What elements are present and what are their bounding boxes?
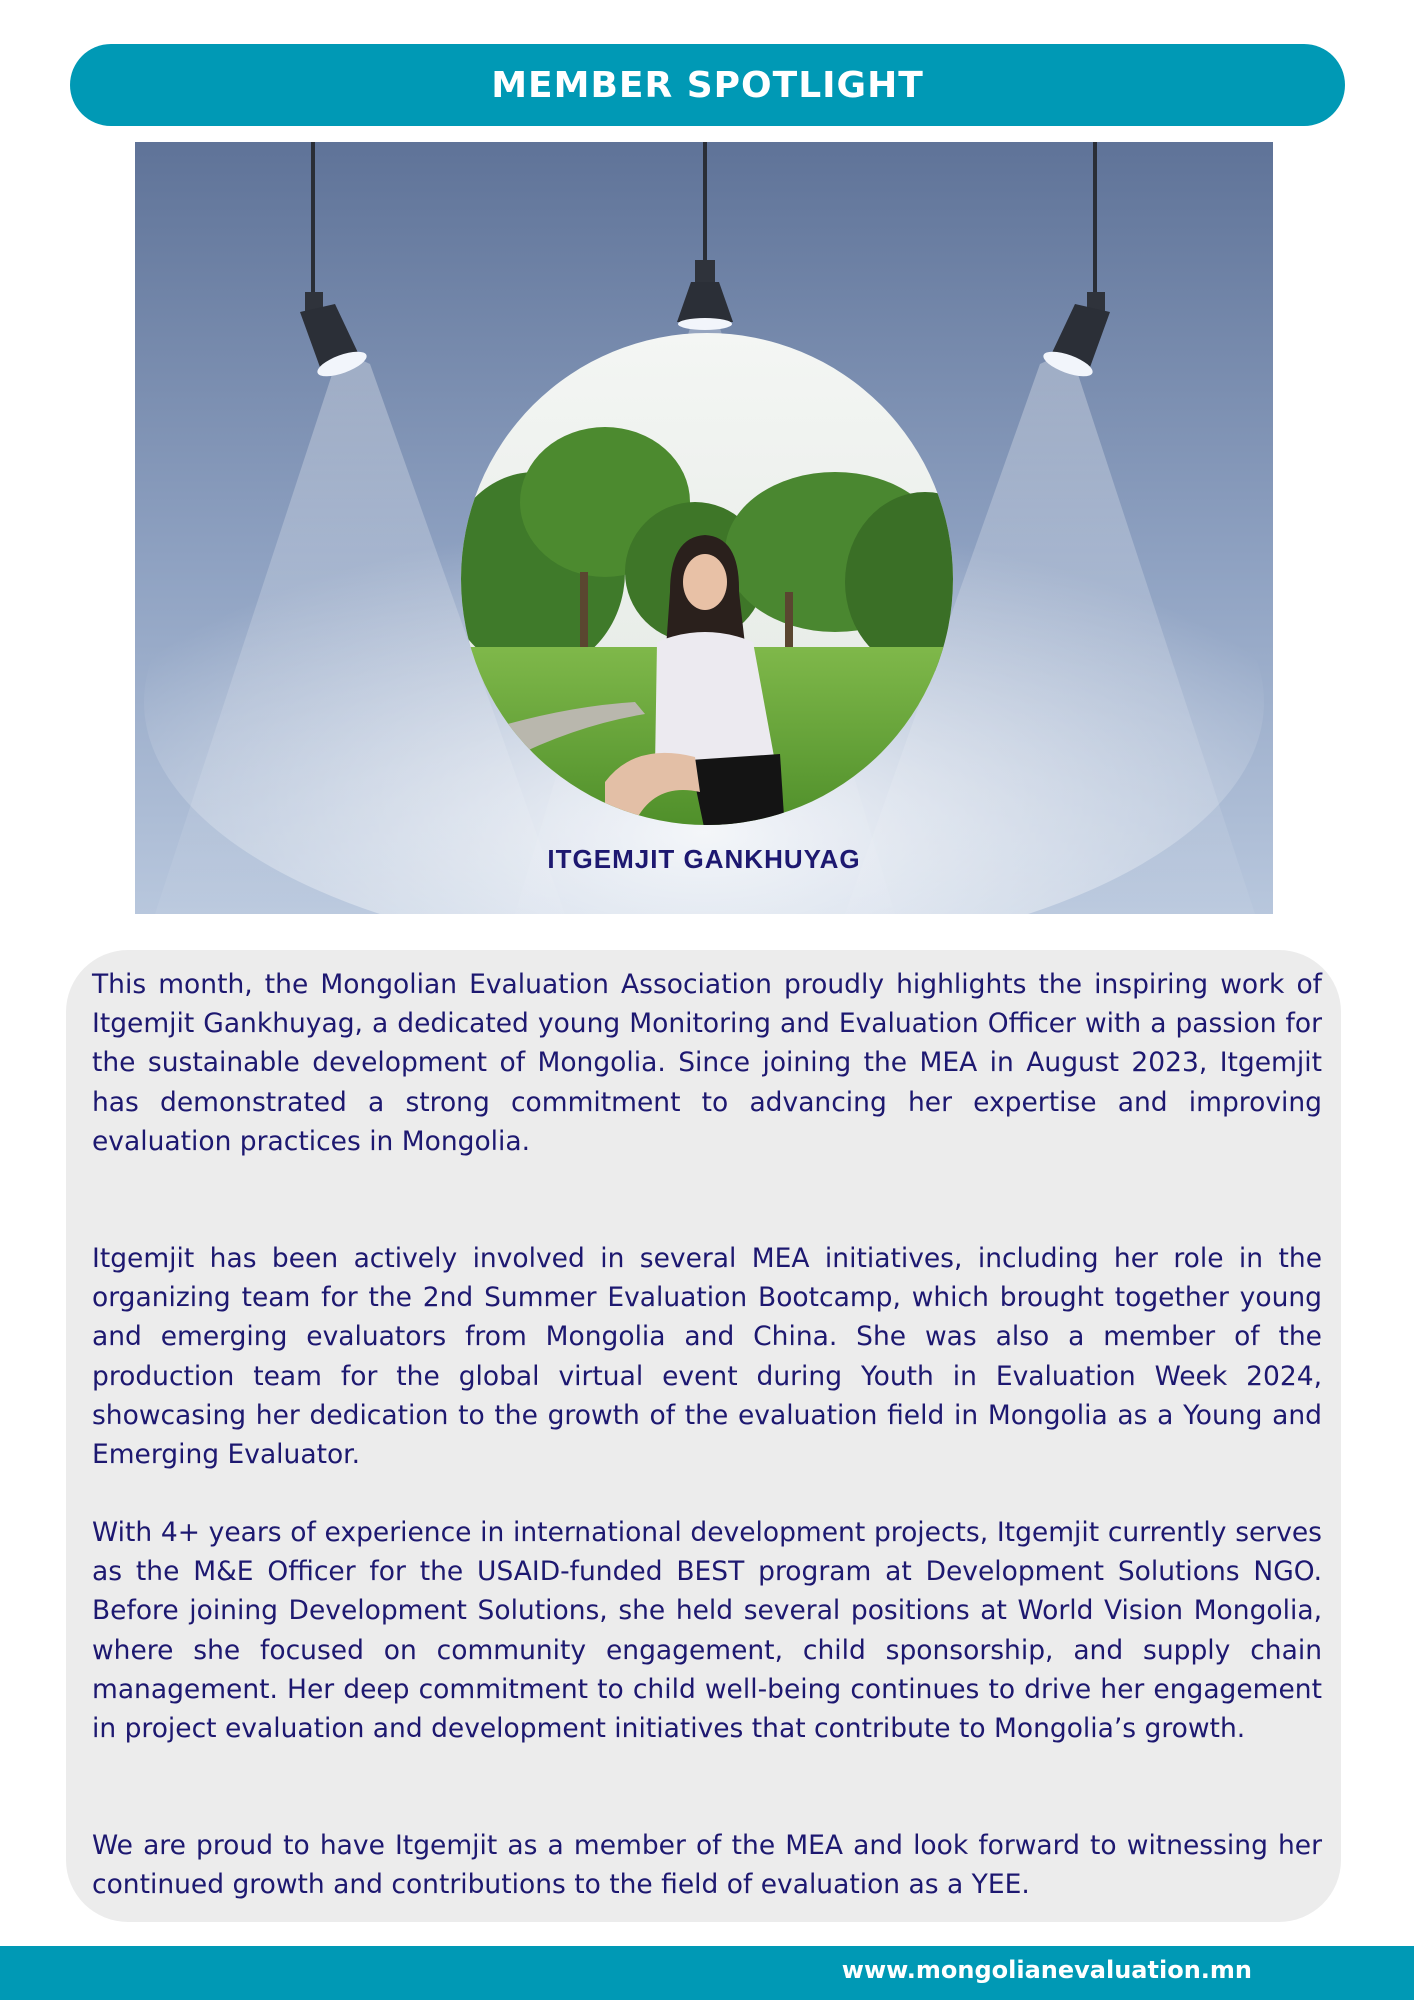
spotlight-stage xyxy=(135,142,1273,914)
article-paragraph: With 4+ years of experience in international development projects, Itgemjit currently serves as the M&E Officer for the USAID-funded BEST program at Development Solutions NGO. Before joining Development Solutions, she held several positions at World Vision Mongolia, where she focused on community engagement, child sponsorship, and supply chain management. Her deep commitment to child well-being continues to drive her engagement in project evaluation and development initiatives that contribute to Mongolia’s growth. xyxy=(92,1517,1322,1745)
header-banner xyxy=(70,44,1345,126)
website-link[interactable]: www.mongolianevaluation.mn xyxy=(841,1956,1252,1984)
article-paragraph: This month, the Mongolian Evaluation Association proudly highlights the inspiring work of Itgemjit Gankhuyag, a dedicated young Monitoring and Evaluation Officer with a passion for the sustainable development of Mongolia. Since joining the MEA in August 2023, Itgemjit has demonstrated a strong commitment to advancing her expertise and improving evaluation practices in Mongolia. xyxy=(92,969,1322,1157)
article-paragraph: We are proud to have Itgemjit as a member of the MEA and look forward to witnessing her continued growth and contributions to the field of evaluation as a YEE. xyxy=(92,1830,1322,1901)
member-name: ITGEMJIT GANKHUYAG xyxy=(547,844,861,874)
page-title: MEMBER SPOTLIGHT xyxy=(491,64,924,106)
footer-bar xyxy=(0,1946,1414,2000)
spotlight-illustration xyxy=(135,142,1273,914)
article-paragraph: Itgemjit has been actively involved in several MEA initiatives, including her role in the organizing team for the 2nd Summer Evaluation Bootcamp, which brought together young and emerging evaluators from Mongolia and China. She was also a member of the production team for the global virtual event during Youth in Evaluation Week 2024, showcasing her dedication to the growth of the evaluation field in Mongolia as a Young and Emerging Evaluator. xyxy=(92,1243,1322,1471)
article-card xyxy=(66,950,1341,1922)
